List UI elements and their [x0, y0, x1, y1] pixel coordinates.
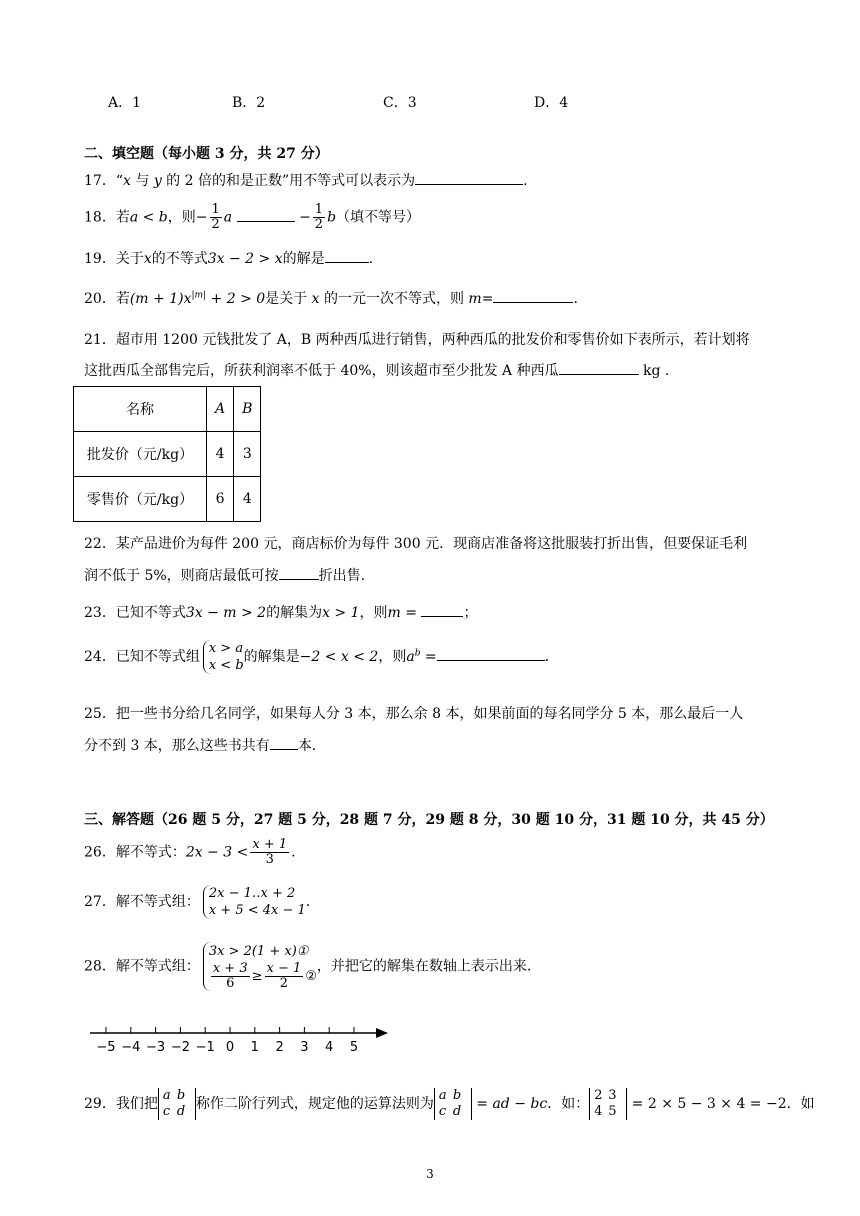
- q18-text: （填不等号）: [336, 209, 421, 226]
- table-header-cell: B: [234, 387, 261, 432]
- fraction-denominator: 6: [226, 976, 235, 991]
- system-line: 2x − 1‥x + 2: [208, 886, 296, 901]
- q24-text: 的解集是: [243, 649, 300, 665]
- question-20: [84, 288, 578, 308]
- number-line-tick-label: 1: [250, 1040, 259, 1055]
- det-entry: c: [162, 1104, 171, 1119]
- q23-text: 的解集为: [266, 605, 323, 621]
- option-c: C．3: [383, 95, 417, 111]
- q28-fraction: [211, 962, 250, 991]
- q29-determinant: [589, 1088, 627, 1120]
- number-line-ticks: [96, 1027, 358, 1055]
- q17-var-y: y: [153, 173, 162, 189]
- q20-text: 若: [115, 291, 130, 307]
- q28-text: ，并把它的解集在数轴上表示出来.: [316, 958, 532, 975]
- question-23: [84, 602, 477, 622]
- fraction-numerator: 1: [314, 202, 324, 217]
- option-b: B．2: [232, 95, 266, 111]
- q20-number: 20．: [84, 291, 116, 307]
- answer-blank[interactable]: [493, 288, 573, 303]
- q20-equals: =: [481, 291, 494, 307]
- question-27: [84, 885, 310, 919]
- question-22-line-2: [84, 565, 365, 585]
- table-row: [74, 477, 261, 522]
- q18-minus: −: [195, 209, 208, 226]
- q29-determinant: [434, 1088, 472, 1120]
- q24-system: [203, 640, 244, 674]
- q26-text: 解不等式：: [115, 844, 186, 861]
- q24-number: 24．: [84, 649, 116, 665]
- number-line: [88, 1024, 392, 1058]
- number-line-tick-label: 3: [300, 1040, 309, 1055]
- q28-number: 28．: [84, 958, 116, 975]
- q17-var-x: x: [123, 173, 131, 189]
- answer-blank[interactable]: [415, 170, 523, 185]
- q24-end: .: [544, 649, 550, 665]
- q20-text: 是关于: [265, 291, 312, 307]
- q17-text: 与: [130, 173, 154, 189]
- q17-end: .: [523, 173, 528, 189]
- q28-system: [203, 942, 317, 991]
- q25-text: 分不到 3 本，那么这些书共有: [84, 738, 270, 754]
- fraction-numerator: 1: [211, 202, 220, 217]
- number-line-tick-label: 4: [325, 1040, 334, 1055]
- q22-text: 润不低于 5%，则商店最低可按: [84, 568, 279, 584]
- q23-inequality: 3x − m > 2: [185, 605, 267, 621]
- section-3-title: 三、解答题（26 题 5 分，27 题 5 分，28 题 7 分，29 题 8 分，30 题 10 分，31 题 10 分，共 45 分）: [84, 812, 774, 828]
- fraction-denominator: 3: [265, 852, 274, 867]
- q21-unit: kg .: [638, 363, 670, 379]
- q24-text: 已知不等式组: [115, 649, 200, 665]
- question-25-line-2: [84, 735, 316, 755]
- q20-exponent: |m|: [191, 290, 207, 301]
- q20-end: .: [573, 291, 578, 307]
- q19-text: 的不等式: [151, 251, 208, 267]
- q23-text: 已知不等式: [115, 605, 186, 621]
- q29-determinant: [158, 1088, 196, 1120]
- q29-text: ．如: [786, 1096, 815, 1112]
- q26-fraction: [250, 838, 289, 867]
- q19-inequality: 3x − 2 > x: [207, 251, 283, 267]
- q18-fraction: [210, 203, 222, 232]
- q25-number: 25．: [84, 706, 116, 722]
- question-28: [84, 942, 531, 991]
- table-header-row: [74, 387, 261, 432]
- q18-minus: −: [299, 209, 311, 226]
- q25-text: 本.: [297, 738, 317, 754]
- q21-text: 超市用 1200 元钱批发了 A，B 两种西瓜进行销售，两种西瓜的批发价和零售价如下表所示，若计划将: [115, 332, 750, 348]
- q24-base: a: [406, 649, 415, 665]
- number-line-tick-label: −2: [170, 1040, 190, 1055]
- q18-condition: a < b: [129, 209, 168, 226]
- watermelon-price-table: [73, 386, 261, 522]
- q29-number: 29．: [84, 1096, 116, 1112]
- question-21-line-2: [84, 360, 669, 380]
- det-entry: d: [452, 1104, 462, 1119]
- q22-text: 折出售.: [318, 568, 366, 584]
- number-line-tick-label: 5: [349, 1040, 359, 1055]
- number-line-tick-label: −3: [146, 1040, 166, 1055]
- det-entry: b: [176, 1088, 186, 1103]
- option-d: D．4: [534, 95, 569, 111]
- det-entry: 5: [608, 1104, 617, 1119]
- answer-blank[interactable]: [325, 248, 369, 263]
- answer-blank[interactable]: [559, 360, 639, 375]
- table-header-cell: 名称: [74, 387, 207, 432]
- q25-text: 把一些书分给几名同学，如果每人分 3 本，那么余 8 本，如果前面的每名同学分 5 本，那么最后一人: [115, 706, 744, 722]
- q26-number: 26．: [84, 844, 116, 861]
- question-18: [84, 203, 420, 232]
- system-line: x + 5 < 4x − 1: [208, 903, 306, 918]
- q26-lhs: 2x − 3 <: [185, 844, 249, 861]
- q18-number: 18．: [84, 209, 116, 226]
- det-entry: 4: [594, 1104, 603, 1119]
- q18-text: 若: [115, 209, 130, 226]
- question-25-line-1: [84, 703, 743, 723]
- q19-end: .: [368, 251, 374, 267]
- q19-text: 的解是: [282, 251, 325, 267]
- number-line-tick-label: 0: [225, 1040, 235, 1055]
- number-line-tick-label: −5: [96, 1040, 116, 1055]
- q23-text: ，则: [359, 605, 388, 621]
- answer-blank[interactable]: [421, 602, 463, 617]
- q17-text: “: [115, 173, 123, 189]
- question-22-line-1: [84, 533, 747, 553]
- question-29: [84, 1088, 815, 1120]
- table-cell: 批发价（元/kg）: [74, 432, 207, 477]
- q26-end: .: [291, 844, 296, 861]
- q20-text: 的一元一次不等式，则: [319, 291, 469, 307]
- q18-fraction: [313, 203, 325, 232]
- question-24: [84, 640, 549, 674]
- system-line: x > a: [208, 641, 244, 656]
- table-cell: 零售价（元/kg）: [74, 477, 207, 522]
- question-19: [84, 248, 373, 268]
- table-cell: 4: [207, 432, 234, 477]
- q29-text: 我们把: [115, 1096, 158, 1112]
- q28-marker: ②: [305, 969, 317, 984]
- det-entry: a: [162, 1088, 171, 1103]
- number-line-tick-label: −4: [121, 1040, 141, 1055]
- system-line: 3x > 2(1 + x)①: [208, 944, 309, 959]
- q27-number: 27．: [84, 894, 116, 910]
- q18-var-a: a: [223, 209, 233, 226]
- table-cell: 6: [207, 477, 234, 522]
- q29-text: ．如：: [547, 1096, 590, 1112]
- q17-number: 17．: [84, 173, 116, 189]
- det-entry: d: [176, 1104, 186, 1119]
- number-line-tick-label: 2: [275, 1040, 284, 1055]
- system-line: [209, 962, 317, 991]
- q27-end: .: [305, 894, 311, 910]
- fraction-numerator: x + 3: [212, 961, 248, 976]
- q21-text: 这批西瓜全部售完后，所获利润率不低于 40%，则该超市至少批发 A 种西瓜: [84, 363, 559, 379]
- arrow-icon: [376, 1028, 388, 1038]
- number-line-tick-label: −1: [195, 1040, 215, 1055]
- answer-blank[interactable]: [270, 735, 298, 750]
- table-row: [74, 432, 261, 477]
- q23-equals: =: [400, 605, 422, 621]
- q24-solution: −2 < x < 2: [299, 649, 379, 665]
- q29-rule: = ad − bc: [471, 1096, 548, 1112]
- q24-exponent: b: [414, 648, 421, 659]
- q23-var-m: m: [387, 605, 401, 621]
- fraction-denominator: 2: [279, 976, 289, 991]
- fraction-numerator: x + 1: [252, 837, 288, 852]
- det-entry: b: [452, 1088, 462, 1103]
- question-17: [84, 170, 528, 190]
- q23-solution: x > 1: [322, 605, 360, 621]
- q21-number: 21．: [84, 332, 116, 348]
- q29-calculation: = 2 × 5 − 3 × 4 = −2: [627, 1096, 787, 1112]
- answer-blank[interactable]: [437, 646, 545, 661]
- q27-text: 解不等式组：: [115, 894, 200, 910]
- table-header-cell: A: [207, 387, 234, 432]
- answer-blank[interactable]: [237, 207, 295, 222]
- q23-number: 23．: [84, 605, 116, 621]
- question-21-line-1: [84, 329, 750, 349]
- q22-text: 某产品进价为每件 200 元，商店标价为每件 300 元．现商店准备将这批服装打折出售，但要保证毛利: [115, 536, 748, 552]
- det-entry: a: [438, 1088, 447, 1103]
- q20-expression: + 2 > 0: [206, 291, 266, 307]
- q20-var-x: x: [311, 291, 320, 307]
- q18-text: ，则: [167, 209, 196, 226]
- q27-system: [203, 885, 306, 919]
- option-a: A．1: [108, 95, 142, 111]
- q24-text: ，则: [378, 649, 407, 665]
- q28-fraction: [265, 962, 304, 991]
- q22-number: 22．: [84, 536, 116, 552]
- answer-blank[interactable]: [279, 565, 319, 580]
- q18-var-b: b: [327, 209, 337, 226]
- question-26: [84, 838, 296, 867]
- det-entry: c: [438, 1104, 447, 1119]
- fraction-numerator: x − 1: [266, 961, 302, 976]
- table-cell: 3: [234, 432, 261, 477]
- q20-var-m: m: [468, 291, 482, 307]
- table-cell: 4: [234, 477, 261, 522]
- q28-operator: ≥: [251, 969, 263, 984]
- section-2-title: 二、填空题（每小题 3 分，共 27 分）: [84, 146, 329, 162]
- det-entry: 2: [594, 1088, 603, 1103]
- q23-end: ；: [463, 605, 478, 621]
- q28-text: 解不等式组：: [115, 958, 200, 975]
- fraction-denominator: 2: [314, 217, 324, 232]
- q19-number: 19．: [84, 251, 116, 267]
- system-line: x < b: [208, 658, 244, 673]
- det-entry: 3: [608, 1088, 617, 1103]
- q19-text: 关于: [115, 251, 144, 267]
- q24-equals: =: [420, 649, 437, 665]
- q17-text: 的 2 倍的和是正数”用不等式可以表示为: [161, 173, 416, 189]
- page-number: 3: [426, 1167, 434, 1181]
- q19-var-x: x: [143, 251, 152, 267]
- fraction-denominator: 2: [211, 217, 220, 232]
- q20-expression: (m + 1)x: [129, 291, 192, 307]
- q29-text: 称作二阶行列式，规定他的运算法则为: [195, 1096, 434, 1112]
